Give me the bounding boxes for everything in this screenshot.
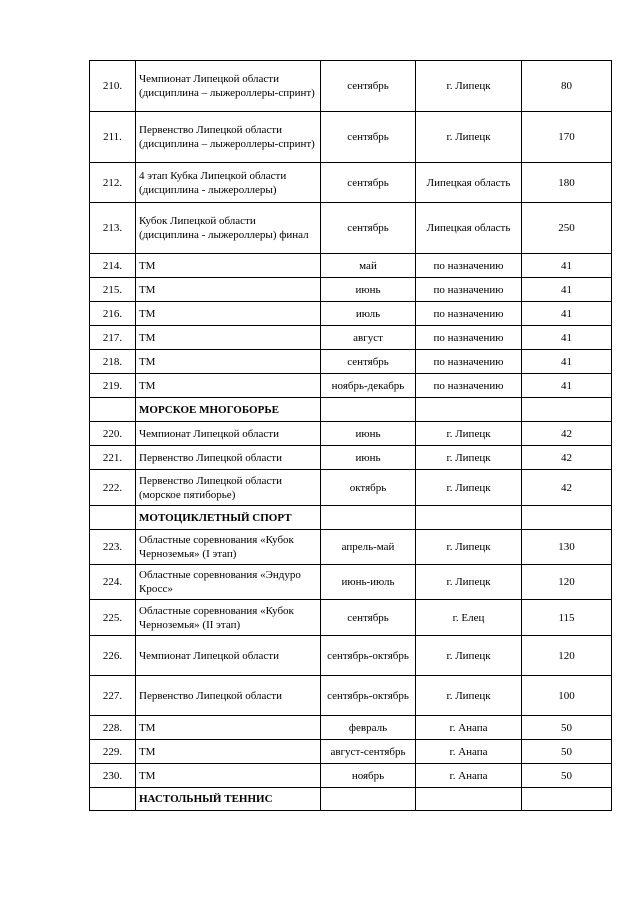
row-number: 230. xyxy=(90,764,136,788)
table-row xyxy=(90,676,612,716)
event-month: сентябрь xyxy=(321,163,416,203)
event-name: Областные соревнования «Эндуро Кросс» xyxy=(136,565,321,600)
row-number: 213. xyxy=(90,203,136,254)
participants-count: 41 xyxy=(522,350,612,374)
event-place: г. Липецк xyxy=(416,565,522,600)
event-month xyxy=(321,398,416,422)
event-name: Кубок Липецкой области (дисциплина - лыжероллеры) финал xyxy=(136,203,321,254)
row-number: 210. xyxy=(90,61,136,112)
row-number: 227. xyxy=(90,676,136,716)
row-number: 221. xyxy=(90,446,136,470)
row-number: 218. xyxy=(90,350,136,374)
table-row xyxy=(90,112,612,163)
table-row xyxy=(90,446,612,470)
event-month: сентябрь xyxy=(321,61,416,112)
table-row xyxy=(90,716,612,740)
participants-count: 41 xyxy=(522,374,612,398)
participants-count: 170 xyxy=(522,112,612,163)
table-row xyxy=(90,565,612,600)
participants-count: 50 xyxy=(522,716,612,740)
section-row xyxy=(90,398,612,422)
event-month: июнь xyxy=(321,422,416,446)
event-month: август xyxy=(321,326,416,350)
event-month: ноябрь xyxy=(321,764,416,788)
event-name: ТМ xyxy=(136,326,321,350)
event-place xyxy=(416,506,522,530)
table-row xyxy=(90,636,612,676)
event-name: Чемпионат Липецкой области (дисциплина – лыжероллеры-спринт) xyxy=(136,61,321,112)
event-place: г. Липецк xyxy=(416,446,522,470)
event-month: июнь-июль xyxy=(321,565,416,600)
row-number: 222. xyxy=(90,470,136,506)
row-number: 229. xyxy=(90,740,136,764)
event-place: по назначению xyxy=(416,326,522,350)
event-month xyxy=(321,506,416,530)
participants-count: 180 xyxy=(522,163,612,203)
row-number xyxy=(90,398,136,422)
event-place: г. Липецк xyxy=(416,530,522,565)
row-number: 228. xyxy=(90,716,136,740)
table-row xyxy=(90,470,612,506)
row-number: 216. xyxy=(90,302,136,326)
participants-count xyxy=(522,788,612,811)
section-title: НАСТОЛЬНЫЙ ТЕННИС xyxy=(136,788,321,811)
participants-count: 120 xyxy=(522,565,612,600)
row-number: 226. xyxy=(90,636,136,676)
participants-count: 100 xyxy=(522,676,612,716)
event-name: ТМ xyxy=(136,278,321,302)
event-name: Областные соревнования «Кубок Черноземья» (I этап) xyxy=(136,530,321,565)
event-name: 4 этап Кубка Липецкой области (дисциплина - лыжероллеры) xyxy=(136,163,321,203)
participants-count: 41 xyxy=(522,278,612,302)
table-row xyxy=(90,278,612,302)
event-place: по назначению xyxy=(416,254,522,278)
event-month: апрель-май xyxy=(321,530,416,565)
event-month xyxy=(321,788,416,811)
participants-count: 120 xyxy=(522,636,612,676)
row-number: 215. xyxy=(90,278,136,302)
event-name: Областные соревнования «Кубок Черноземья» (II этап) xyxy=(136,600,321,636)
event-place: г. Липецк xyxy=(416,676,522,716)
section-title: МОРСКОЕ МНОГОБОРЬЕ xyxy=(136,398,321,422)
event-place: г. Липецк xyxy=(416,422,522,446)
event-name: ТМ xyxy=(136,716,321,740)
participants-count: 42 xyxy=(522,422,612,446)
section-title: МОТОЦИКЛЕТНЫЙ СПОРТ xyxy=(136,506,321,530)
section-row xyxy=(90,506,612,530)
table-row xyxy=(90,350,612,374)
section-row xyxy=(90,788,612,811)
participants-count: 41 xyxy=(522,254,612,278)
event-place: г. Липецк xyxy=(416,61,522,112)
row-number: 223. xyxy=(90,530,136,565)
table-row xyxy=(90,302,612,326)
row-number: 214. xyxy=(90,254,136,278)
event-name: Чемпионат Липецкой области xyxy=(136,636,321,676)
event-place: по назначению xyxy=(416,278,522,302)
event-name: Чемпионат Липецкой области xyxy=(136,422,321,446)
table-row xyxy=(90,740,612,764)
event-month: сентябрь xyxy=(321,600,416,636)
event-month: май xyxy=(321,254,416,278)
event-place: г. Липецк xyxy=(416,636,522,676)
event-place: г. Анапа xyxy=(416,740,522,764)
row-number: 211. xyxy=(90,112,136,163)
event-month: сентябрь-октябрь xyxy=(321,676,416,716)
participants-count: 50 xyxy=(522,740,612,764)
row-number xyxy=(90,506,136,530)
event-name: Первенство Липецкой области (дисциплина – лыжероллеры-спринт) xyxy=(136,112,321,163)
event-name: ТМ xyxy=(136,302,321,326)
table-row xyxy=(90,530,612,565)
participants-count: 115 xyxy=(522,600,612,636)
row-number: 224. xyxy=(90,565,136,600)
event-month: сентябрь xyxy=(321,203,416,254)
event-name: Первенство Липецкой области xyxy=(136,676,321,716)
event-name: ТМ xyxy=(136,764,321,788)
event-place: Липецкая область xyxy=(416,203,522,254)
event-name: Первенство Липецкой области xyxy=(136,446,321,470)
participants-count: 42 xyxy=(522,470,612,506)
participants-count xyxy=(522,506,612,530)
event-month: сентябрь-октябрь xyxy=(321,636,416,676)
participants-count: 41 xyxy=(522,326,612,350)
row-number xyxy=(90,788,136,811)
table-row xyxy=(90,600,612,636)
row-number: 220. xyxy=(90,422,136,446)
row-number: 219. xyxy=(90,374,136,398)
event-name: ТМ xyxy=(136,374,321,398)
event-place: по назначению xyxy=(416,374,522,398)
event-name: ТМ xyxy=(136,254,321,278)
schedule-table xyxy=(89,60,612,811)
table-row xyxy=(90,764,612,788)
participants-count xyxy=(522,398,612,422)
participants-count: 250 xyxy=(522,203,612,254)
row-number: 217. xyxy=(90,326,136,350)
table-row xyxy=(90,163,612,203)
event-place: Липецкая область xyxy=(416,163,522,203)
event-month: сентябрь xyxy=(321,350,416,374)
event-month: февраль xyxy=(321,716,416,740)
event-month: июль xyxy=(321,302,416,326)
event-place: г. Анапа xyxy=(416,716,522,740)
event-month: август-сентябрь xyxy=(321,740,416,764)
participants-count: 50 xyxy=(522,764,612,788)
event-place xyxy=(416,398,522,422)
event-place: г. Липецк xyxy=(416,112,522,163)
event-month: октябрь xyxy=(321,470,416,506)
event-month: ноябрь-декабрь xyxy=(321,374,416,398)
event-place: по назначению xyxy=(416,302,522,326)
schedule-table-body xyxy=(90,61,612,811)
event-month: июнь xyxy=(321,446,416,470)
table-row xyxy=(90,422,612,446)
table-row xyxy=(90,203,612,254)
event-place xyxy=(416,788,522,811)
row-number: 212. xyxy=(90,163,136,203)
participants-count: 42 xyxy=(522,446,612,470)
table-row xyxy=(90,61,612,112)
participants-count: 41 xyxy=(522,302,612,326)
table-row xyxy=(90,254,612,278)
event-month: сентябрь xyxy=(321,112,416,163)
participants-count: 130 xyxy=(522,530,612,565)
event-place: г. Елец xyxy=(416,600,522,636)
event-name: ТМ xyxy=(136,350,321,374)
participants-count: 80 xyxy=(522,61,612,112)
table-row xyxy=(90,326,612,350)
event-place: по назначению xyxy=(416,350,522,374)
event-name: ТМ xyxy=(136,740,321,764)
event-name: Первенство Липецкой области (морское пятиборье) xyxy=(136,470,321,506)
event-month: июнь xyxy=(321,278,416,302)
table-row xyxy=(90,374,612,398)
row-number: 225. xyxy=(90,600,136,636)
event-place: г. Липецк xyxy=(416,470,522,506)
event-place: г. Анапа xyxy=(416,764,522,788)
